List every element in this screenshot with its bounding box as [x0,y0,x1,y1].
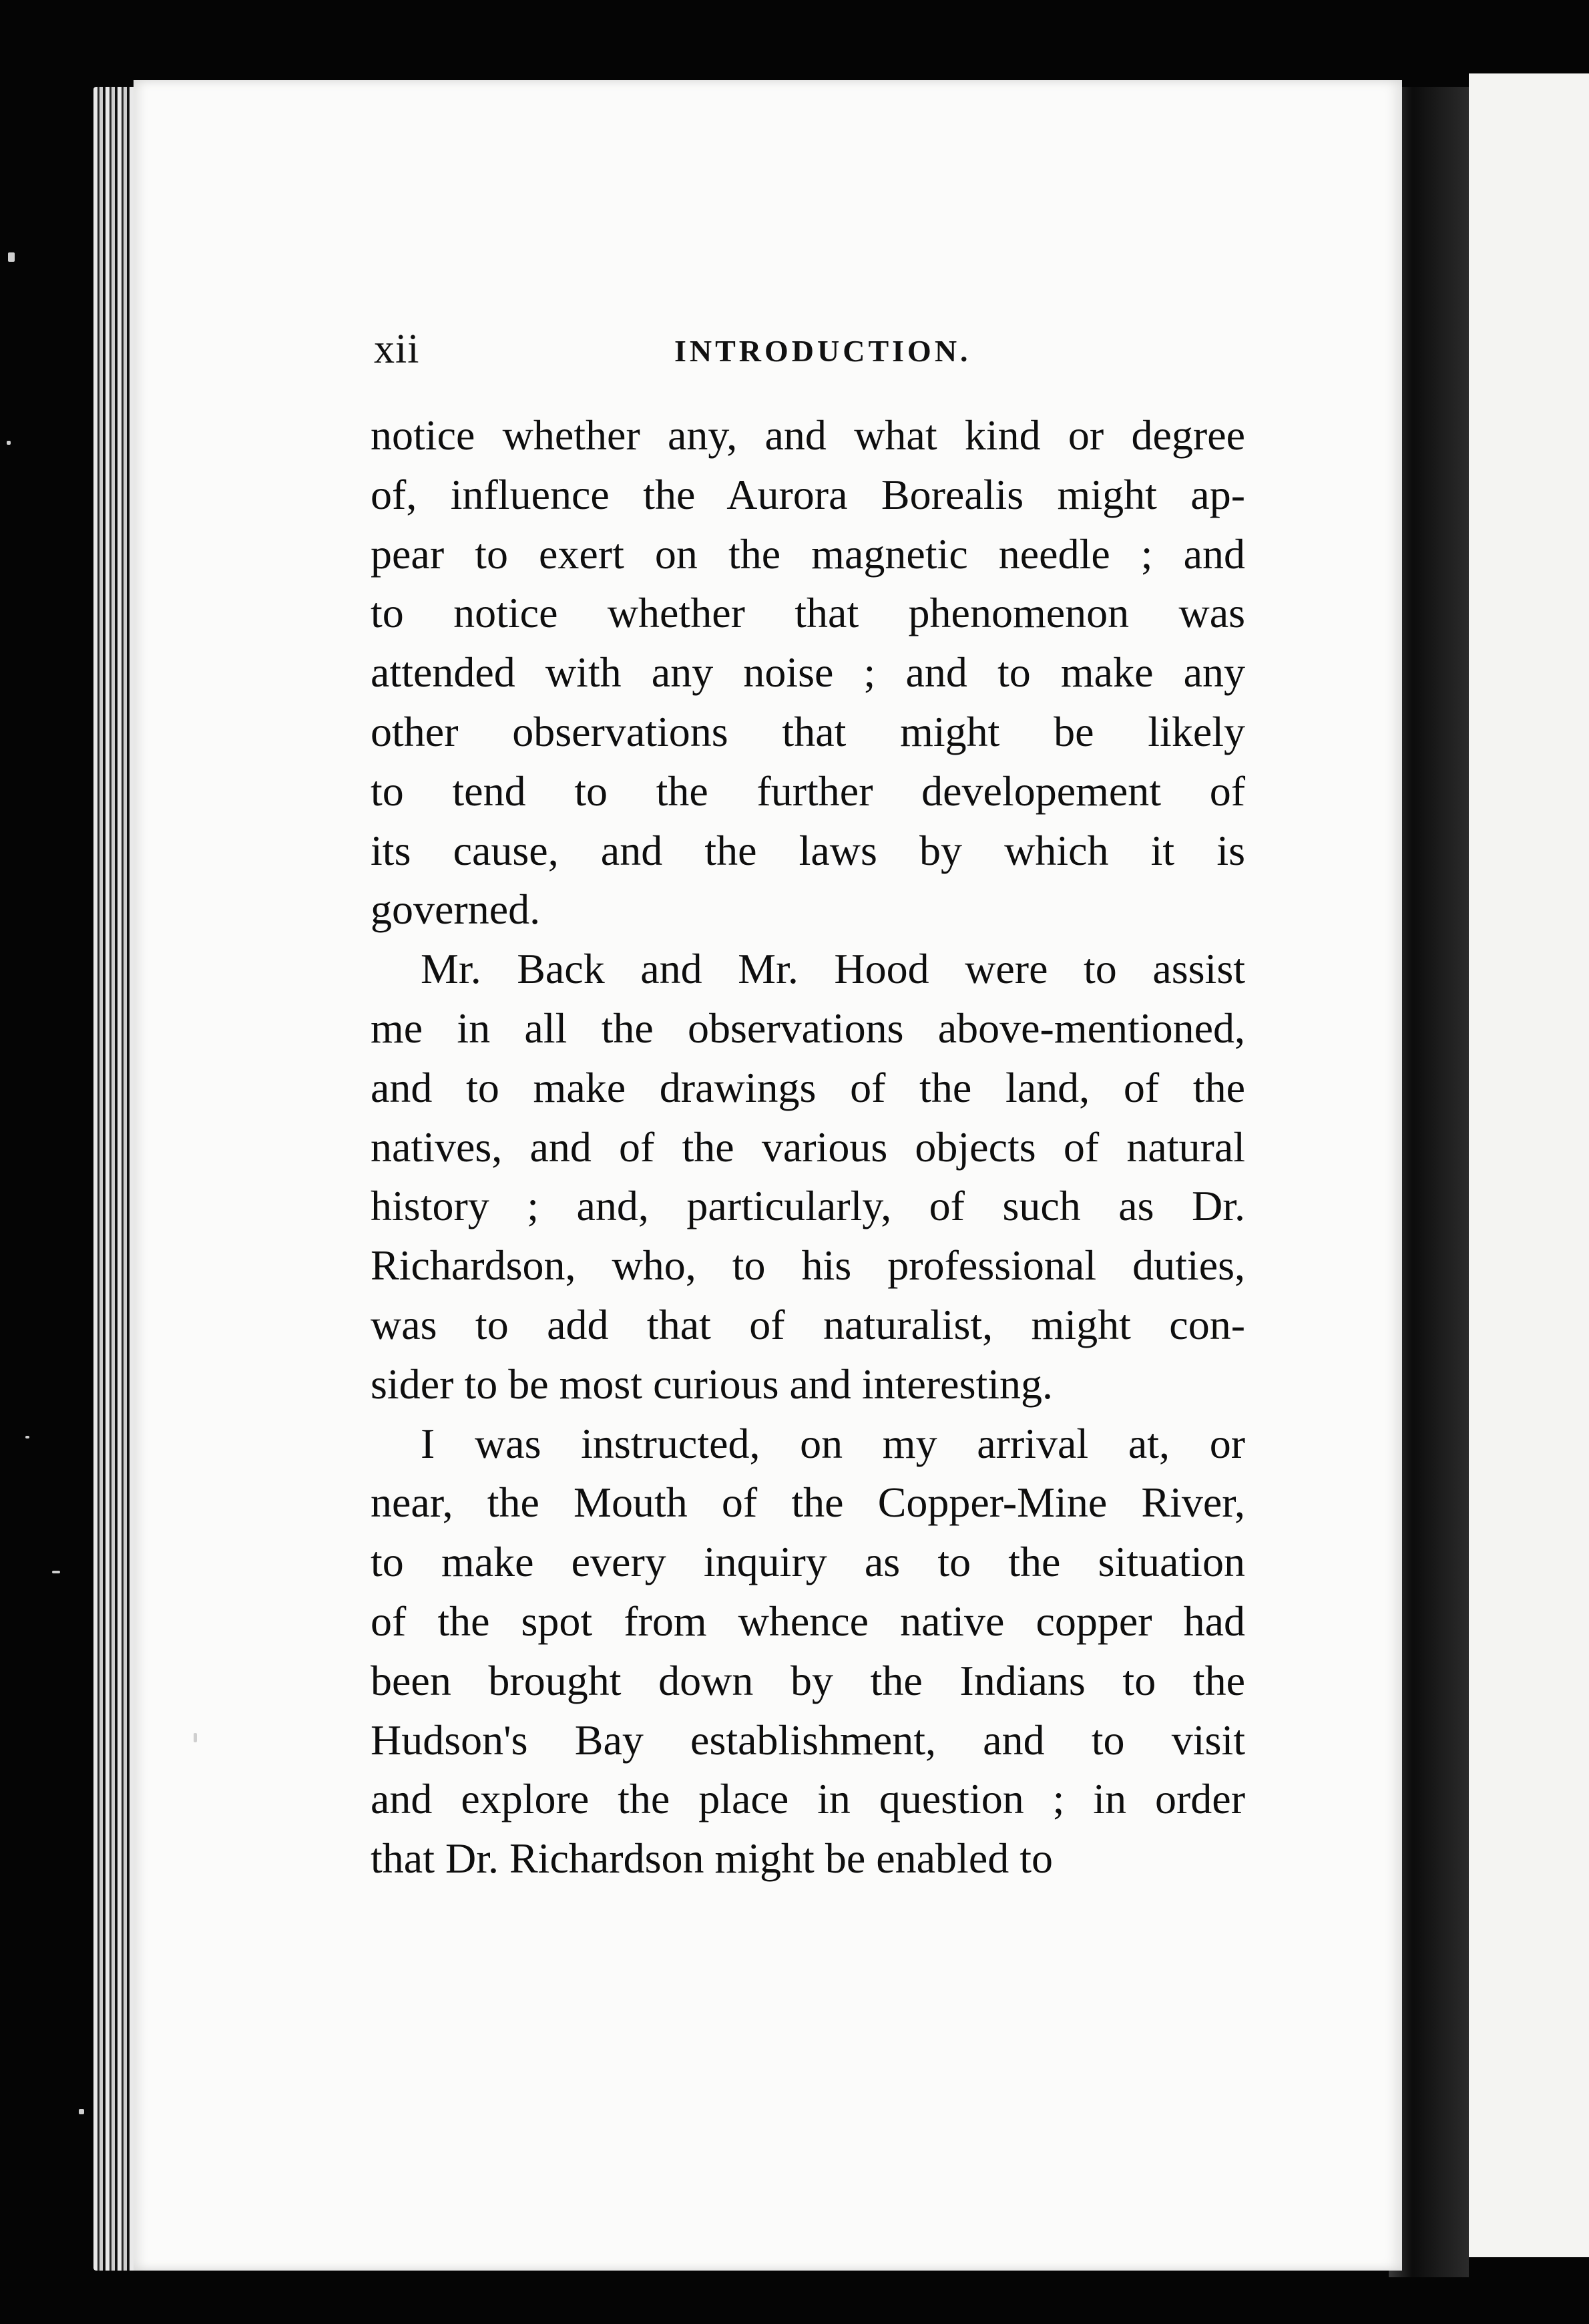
text-line: to make every inquiry as to the situation [371,1538,1245,1586]
text-line: governed. [371,886,541,934]
text-line: its cause, and the laws by which it is [371,826,1245,874]
text-line: been brought down by the Indians to the [371,1656,1245,1704]
scan-speck [7,441,11,445]
text-line: other observations that might be likely [371,707,1245,755]
text-line: Hudson's Bay establishment, and to visit [371,1716,1245,1764]
text-line: near, the Mouth of the Copper-Mine River, [371,1479,1245,1527]
text-line: and explore the place in question ; in order [371,1775,1245,1823]
body-text [371,406,1245,1889]
text-line: and to make drawings of the land, of the [371,1063,1245,1111]
page-number: xii [374,327,420,372]
text-line: pear to exert on the magnetic needle ; and [371,530,1245,578]
running-head-title: INTRODUCTION. [674,334,971,368]
text-line: I was instructed, on my arrival at, or [421,1419,1245,1467]
text-line: sider to be most curious and interesting. [371,1360,1054,1408]
scan-speck [52,1571,60,1573]
text-line: of, influence the Aurora Borealis might ap- [371,470,1245,518]
text-line: of the spot from whence native copper had [371,1597,1245,1645]
text-line: notice whether any, and what kind or degree [371,411,1245,459]
text-line: attended with any noise ; and to make any [371,648,1245,697]
text-line: me in all the observations above-mentioned, [371,1004,1245,1052]
scan-speck [8,252,15,262]
text-line: Mr. Back and Mr. Hood were to assist [421,945,1245,993]
running-head [374,319,1242,379]
text-line: was to add that of naturalist, might con- [371,1300,1245,1348]
text-line: to notice whether that phenomenon was [371,589,1245,637]
text-line: that Dr. Richardson might be enabled to [371,1834,1053,1883]
text-line: Richardson, who, to his professional duties, [371,1241,1245,1290]
facing-page-edge [1469,73,1589,2257]
text-line: to tend to the further developement of [371,767,1245,815]
paragraph [371,1414,1245,1889]
scan-speck [79,2109,84,2114]
paragraph [371,406,1245,940]
scan-speck [194,1733,197,1742]
text-line: history ; and, particularly, of such as Dr. [371,1182,1245,1230]
text-line: natives, and of the various objects of natural [371,1123,1245,1171]
scan-speck [25,1436,29,1438]
paragraph [371,940,1245,1414]
